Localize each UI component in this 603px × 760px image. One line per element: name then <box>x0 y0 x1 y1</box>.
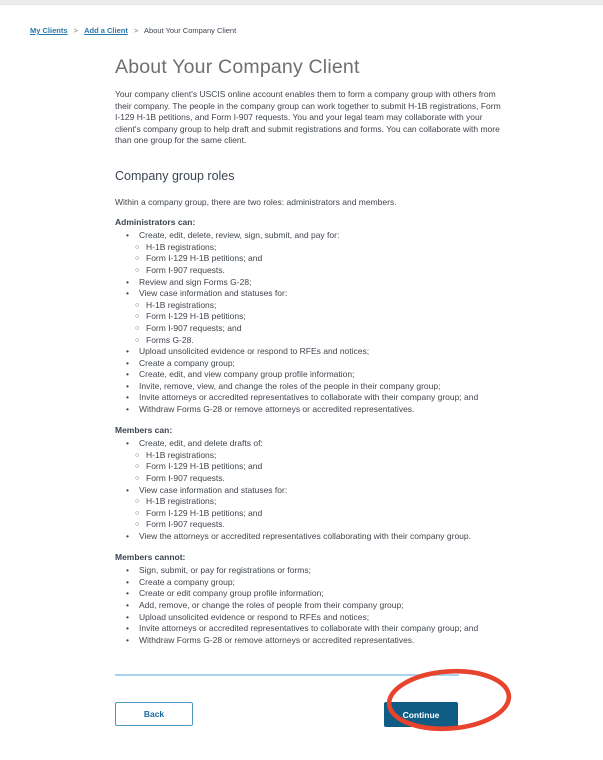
sub-list-item <box>115 311 507 323</box>
list-item <box>115 230 507 242</box>
circle-bullet-icon: ○ <box>135 324 140 332</box>
bullet-icon: • <box>126 380 129 391</box>
list-item-text: Form I-129 H-1B petitions; and <box>146 507 263 518</box>
section-divider <box>115 674 459 676</box>
circle-bullet-icon: ○ <box>135 313 140 321</box>
group-heading: Members can: <box>115 424 173 435</box>
group-list <box>115 230 507 416</box>
bullet-icon: • <box>126 599 129 610</box>
sub-list-item <box>115 300 507 312</box>
list-item-text: Form I-907 requests. <box>146 519 225 530</box>
list-item <box>115 392 507 404</box>
sub-list-item <box>115 461 507 473</box>
page-title: About Your Company Client <box>115 56 360 78</box>
breadcrumb-separator: > <box>133 26 139 35</box>
list-item-text: Upload unsolicited evidence or respond to RFEs and notices; <box>139 611 370 622</box>
list-item-text: Invite, remove, view, and change the roles of the people in their company group; <box>139 380 441 391</box>
list-item-text: Form I-129 H-1B petitions; and <box>146 461 263 472</box>
sub-list-item <box>115 496 507 508</box>
list-item-text: Withdraw Forms G-28 or remove attorneys or accredited representatives. <box>139 404 415 415</box>
group-heading: Administrators can: <box>115 216 196 227</box>
list-item <box>115 358 507 370</box>
list-item-text: Form I-907 requests; and <box>146 322 242 333</box>
bullet-icon: • <box>126 588 129 599</box>
list-item <box>115 588 507 600</box>
role-groups <box>115 217 507 647</box>
list-item-text: H-1B registrations; <box>146 241 217 252</box>
list-item <box>115 531 507 543</box>
main-content <box>115 55 507 646</box>
list-item-text: H-1B registrations; <box>146 449 217 460</box>
circle-bullet-icon: ○ <box>135 498 140 506</box>
circle-bullet-icon: ○ <box>135 451 140 459</box>
group-list <box>115 565 507 646</box>
list-item-text: Sign, submit, or pay for registrations or forms; <box>139 565 311 576</box>
section-subtext: Within a company group, there are two roles: administrators and members. <box>115 196 397 207</box>
circle-bullet-icon: ○ <box>135 509 140 517</box>
list-item-text: Create or edit company group profile information; <box>139 588 324 599</box>
list-item <box>115 369 507 381</box>
list-item-text: Form I-129 H-1B petitions; and <box>146 253 263 264</box>
bullet-icon: • <box>126 288 129 299</box>
bullet-icon: • <box>126 438 129 449</box>
list-item-text: Create, edit, and view company group profile information; <box>139 369 355 380</box>
list-item <box>115 277 507 289</box>
continue-button[interactable]: Continue <box>384 702 458 727</box>
list-item <box>115 288 507 300</box>
sub-list-item <box>115 253 507 265</box>
circle-bullet-icon: ○ <box>135 463 140 471</box>
bullet-icon: • <box>126 392 129 403</box>
breadcrumb-separator: > <box>73 26 78 35</box>
breadcrumb-link-my-clients[interactable]: My Clients <box>30 26 68 35</box>
list-item <box>115 346 507 358</box>
list-item <box>115 381 507 393</box>
bullet-icon: • <box>126 357 129 368</box>
bullet-icon: • <box>126 346 129 357</box>
list-item-text: Withdraw Forms G-28 or remove attorneys or accredited representatives. <box>139 634 415 645</box>
list-item-text: Form I-129 H-1B petitions; <box>146 311 246 322</box>
list-item <box>115 600 507 612</box>
list-item-text: H-1B registrations; <box>146 299 217 310</box>
list-item <box>115 612 507 624</box>
list-item-text: Create a company group; <box>139 576 235 587</box>
breadcrumb-link-add-a-client[interactable]: Add a Client <box>84 26 128 35</box>
circle-bullet-icon: ○ <box>135 521 140 529</box>
group-list <box>115 438 507 542</box>
list-item <box>115 577 507 589</box>
sub-list-item <box>115 519 507 531</box>
list-item-text: Review and sign Forms G-28; <box>139 276 252 287</box>
list-item-text: Create a company group; <box>139 357 235 368</box>
list-item-text: Form I-907 requests. <box>146 473 225 484</box>
list-item-text: Form I-907 requests. <box>146 264 225 275</box>
bullet-icon: • <box>126 230 129 241</box>
bullet-icon: • <box>126 369 129 380</box>
sub-list-item <box>115 508 507 520</box>
circle-bullet-icon: ○ <box>135 255 140 263</box>
bullet-icon: • <box>126 531 129 541</box>
list-item <box>115 635 507 647</box>
intro-paragraph: Your company client's USCIS online account enables them to form a company group with others from their company. The people in the company group can work together to submit H-1B registrations, Form I-129 H-1B petitions, and Form I-907 requests. You and your legal team may collaborate with your client's company group to help draft and submit registrations and forms. You can collaborate with more than one group for the same client. <box>115 89 501 146</box>
list-item-text: View case information and statuses for: <box>139 484 288 495</box>
bullet-icon: • <box>126 484 129 495</box>
circle-bullet-icon: ○ <box>135 475 140 483</box>
bullet-icon: • <box>126 623 129 634</box>
section-heading: Company group roles <box>115 168 235 183</box>
list-item-text: Invite attorneys or accredited representatives to collaborate with their company group; and <box>139 623 479 634</box>
circle-bullet-icon: ○ <box>135 266 140 274</box>
list-item-text: Add, remove, or change the roles of people from their company group; <box>139 599 404 610</box>
bullet-icon: • <box>126 404 129 415</box>
bullet-icon: • <box>126 634 129 645</box>
sub-list-item <box>115 242 507 254</box>
list-item-text: View the attorneys or accredited representatives collaborating with their company group. <box>139 531 471 541</box>
sub-list-item <box>115 473 507 485</box>
list-item <box>115 485 507 497</box>
bullet-icon: • <box>126 611 129 622</box>
sub-list-item <box>115 450 507 462</box>
circle-bullet-icon: ○ <box>135 243 140 251</box>
list-item <box>115 623 507 635</box>
actions-row <box>115 702 458 727</box>
circle-bullet-icon: ○ <box>135 336 140 344</box>
list-item <box>115 404 507 416</box>
breadcrumb-current: About Your Company Client <box>144 26 237 35</box>
list-item-text: Upload unsolicited evidence or respond to RFEs and notices; <box>139 346 370 357</box>
back-button[interactable]: Back <box>115 702 193 726</box>
list-item-text: Invite attorneys or accredited representatives to collaborate with their company group; and <box>139 392 479 403</box>
breadcrumb <box>0 5 603 36</box>
list-item-text: Create, edit, and delete drafts of: <box>139 438 263 449</box>
list-item-text: H-1B registrations; <box>146 496 217 507</box>
sub-list-item <box>115 265 507 277</box>
list-item-text: Forms G-28. <box>146 334 194 345</box>
list-item-text: View case information and statuses for: <box>139 288 288 299</box>
bullet-icon: • <box>126 276 129 287</box>
list-item-text: Create, edit, delete, review, sign, submit, and pay for: <box>139 230 340 241</box>
sub-list-item <box>115 323 507 335</box>
bullet-icon: • <box>126 576 129 587</box>
group-heading: Members cannot: <box>115 551 186 562</box>
circle-bullet-icon: ○ <box>135 301 140 309</box>
list-item <box>115 438 507 450</box>
list-item <box>115 565 507 577</box>
sub-list-item <box>115 335 507 347</box>
bullet-icon: • <box>126 565 129 576</box>
